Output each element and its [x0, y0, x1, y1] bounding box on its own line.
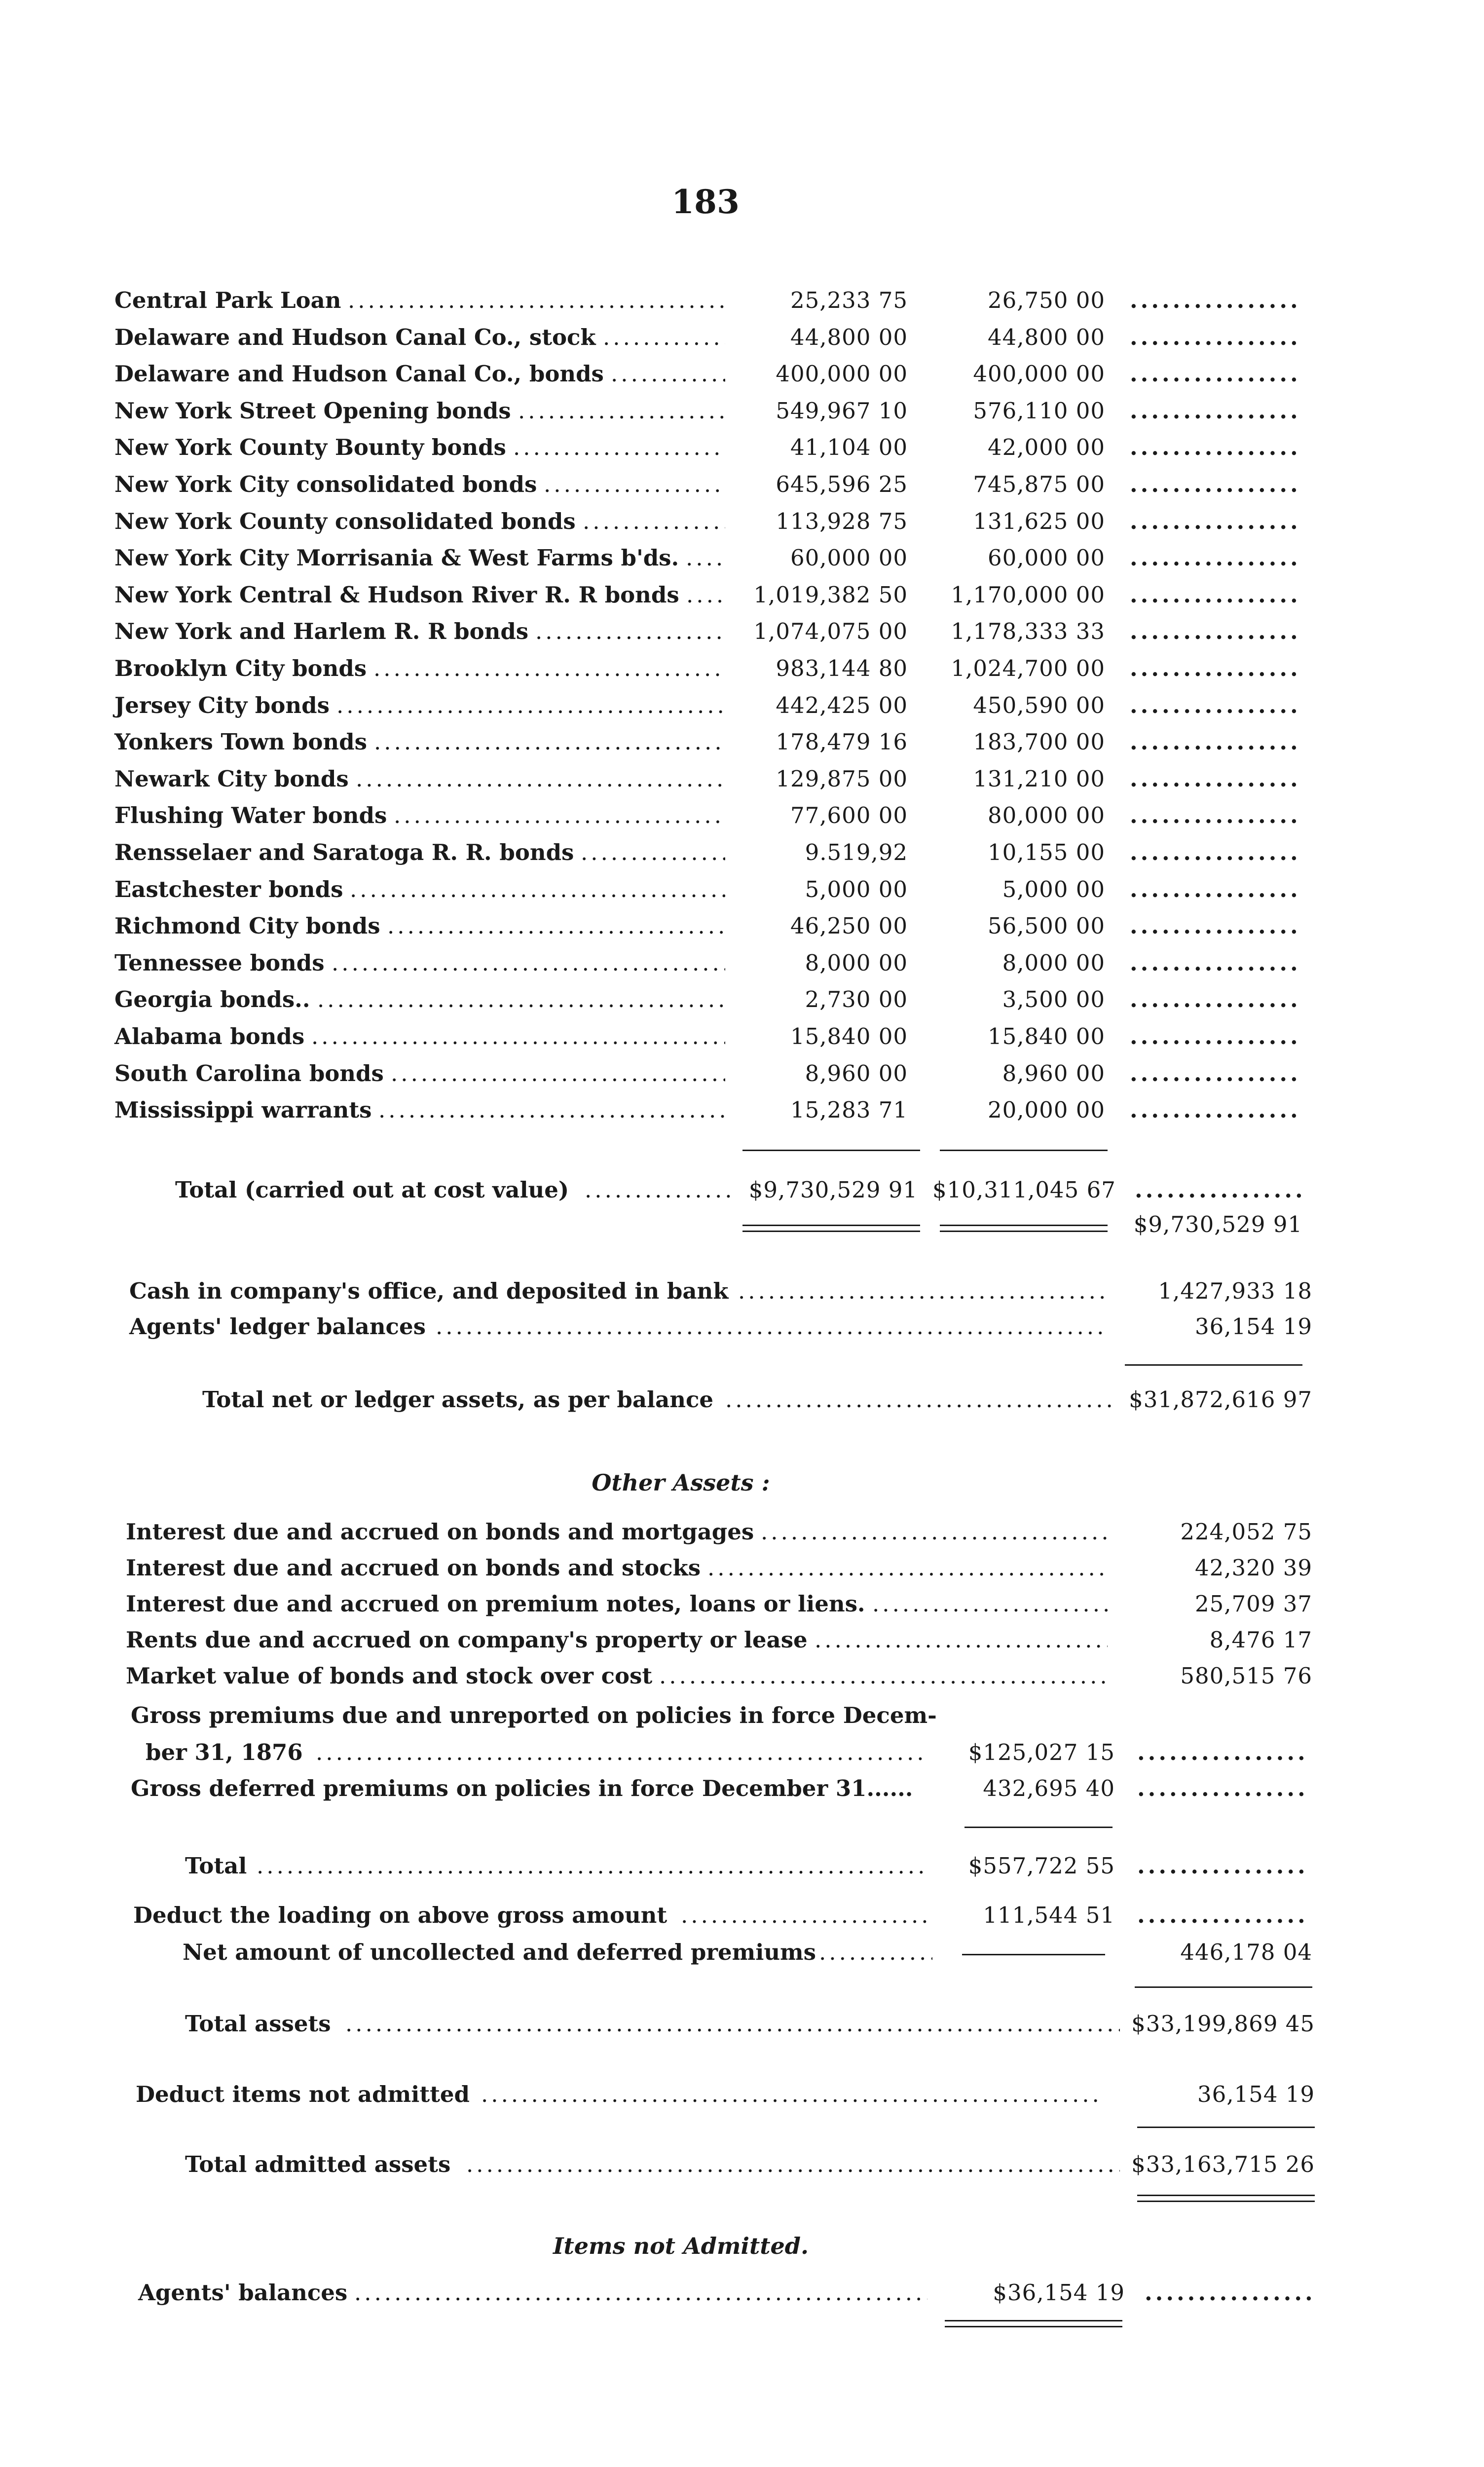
leader-dots — [1130, 508, 1298, 534]
leader-dots — [686, 582, 725, 608]
dash-rule — [962, 1954, 1105, 1955]
securities-carried-amount: $9,730,529 91 — [1133, 1211, 1302, 1237]
security-market-value: 745,875 00 — [973, 471, 1105, 497]
leader-dots — [738, 1278, 1105, 1304]
deduct-amount: 36,154 19 — [1197, 2081, 1315, 2107]
security-par-value: 15,283 71 — [790, 1097, 908, 1123]
total-assets-label: Total assets — [185, 2011, 331, 2037]
leader-dots — [1130, 986, 1298, 1012]
security-market-value: 183,700 00 — [973, 729, 1105, 755]
leader-dots — [659, 1663, 1108, 1689]
ledger-row — [0, 1313, 1322, 1348]
security-market-value: 131,210 00 — [973, 765, 1105, 792]
not-admitted-name: Agents' balances — [138, 2280, 348, 2306]
gross-due-amount: $125,027 15 — [968, 1739, 1115, 1765]
leader-dots — [336, 692, 725, 718]
loading-row — [0, 1902, 1322, 1937]
security-row — [0, 324, 1322, 359]
security-par-value: 8,000 00 — [805, 949, 908, 976]
security-par-value: 1,074,075 00 — [753, 618, 908, 645]
leader-dots — [1130, 434, 1298, 460]
leader-dots — [387, 913, 725, 939]
gross-due-row-1 — [0, 1702, 1322, 1737]
security-row — [0, 729, 1322, 763]
securities-total-market: $10,311,045 67 — [932, 1177, 1116, 1203]
leader-dots — [815, 1627, 1108, 1653]
other-asset-row — [0, 1663, 1322, 1697]
other-asset-amount: 42,320 39 — [1194, 1555, 1312, 1581]
leader-dots — [332, 950, 725, 976]
securities-total-row — [0, 1177, 1322, 1211]
leader-dots — [581, 839, 725, 865]
leader-dots — [1130, 1097, 1298, 1123]
security-row — [0, 398, 1322, 432]
leader-dots — [1130, 913, 1298, 939]
security-par-value: 5,000 00 — [805, 876, 908, 902]
leader-dots — [356, 766, 725, 792]
security-market-value: 80,000 00 — [987, 802, 1105, 829]
other-asset-row — [0, 1627, 1322, 1661]
leader-dots — [316, 1739, 928, 1765]
leader-dots — [1137, 1775, 1305, 1801]
leader-dots — [1130, 1023, 1298, 1049]
security-row — [0, 802, 1322, 837]
leader-dots — [761, 1519, 1108, 1545]
leader-dots — [1130, 950, 1298, 976]
not-admitted-amount: $36,154 19 — [993, 2280, 1125, 2306]
gross-due-label-1: Gross premiums due and unreported on policies in force Decem- — [131, 1702, 937, 1728]
security-market-value: 8,000 00 — [1002, 949, 1105, 976]
security-row — [0, 692, 1322, 727]
leader-dots — [317, 986, 725, 1012]
column-rule — [1135, 1986, 1312, 1988]
other-asset-name: Market value of bonds and stock over cost — [126, 1663, 653, 1689]
net-ledger-total-label: Total net or ledger assets, as per balance — [202, 1386, 714, 1413]
double-rule — [945, 2320, 1122, 2321]
security-market-value: 400,000 00 — [973, 361, 1105, 387]
security-par-value: 178,479 16 — [776, 729, 908, 755]
leader-dots — [348, 287, 725, 313]
security-market-value: 10,155 00 — [987, 839, 1105, 865]
leader-dots — [1130, 287, 1298, 313]
security-name: Richmond City bonds — [114, 913, 380, 939]
leader-dots — [1130, 729, 1298, 755]
gross-due-label-2: ber 31, 1876 — [146, 1739, 303, 1765]
leader-dots — [257, 1853, 928, 1879]
security-row — [0, 508, 1322, 543]
leader-dots — [603, 324, 725, 350]
security-par-value: 400,000 00 — [776, 361, 908, 387]
leader-dots — [1130, 876, 1298, 902]
security-name: Yonkers Town bonds — [114, 729, 367, 755]
ledger-amount: 36,154 19 — [1194, 1313, 1312, 1340]
security-par-value: 442,425 00 — [776, 692, 908, 718]
column-rule — [1137, 2127, 1315, 2128]
leader-dots — [311, 1023, 725, 1049]
security-name: New York Street Opening bonds — [114, 397, 511, 424]
total-admitted-row — [0, 2151, 1322, 2186]
security-name: Eastchester bonds — [114, 876, 343, 902]
double-rule — [1137, 2195, 1315, 2196]
security-par-value: 41,104 00 — [790, 434, 908, 461]
security-market-value: 60,000 00 — [987, 545, 1105, 571]
leader-dots — [1130, 618, 1298, 644]
security-par-value: 46,250 00 — [790, 913, 908, 939]
security-row — [0, 839, 1322, 874]
total-admitted-amount: $33,163,715 26 — [1131, 2151, 1315, 2177]
securities-carried-row — [0, 1211, 1322, 1246]
double-rule — [1137, 2201, 1315, 2202]
deduct-label: Deduct items not admitted — [136, 2081, 470, 2107]
security-name: Jersey City bonds — [114, 692, 330, 718]
column-rule — [965, 1827, 1113, 1828]
leader-dots — [725, 1386, 1115, 1413]
leader-dots — [1130, 802, 1298, 828]
security-market-value: 131,625 00 — [973, 508, 1105, 534]
security-par-value: 9.519,92 — [805, 839, 908, 865]
loading-amount: 111,544 51 — [983, 1902, 1115, 1928]
security-market-value: 5,000 00 — [1002, 876, 1105, 902]
security-name: New York City consolidated bonds — [114, 471, 537, 497]
security-name: Rensselaer and Saratoga R. R. bonds — [114, 839, 574, 865]
total-assets-row — [0, 2011, 1322, 2045]
security-name: Georgia bonds.. — [114, 986, 310, 1013]
security-name: Tennessee bonds — [114, 949, 325, 976]
security-market-value: 26,750 00 — [987, 287, 1105, 313]
leader-dots — [1137, 1902, 1305, 1928]
column-rule — [940, 1150, 1108, 1151]
items-not-admitted-heading: Items not Admitted. — [553, 2233, 809, 2259]
leader-dots — [1130, 582, 1298, 608]
deferred-label: Gross deferred premiums on policies in force December 31...... — [131, 1775, 913, 1801]
security-market-value: 3,500 00 — [1002, 986, 1105, 1013]
security-par-value: 8,960 00 — [805, 1060, 908, 1086]
security-par-value: 77,600 00 — [790, 802, 908, 829]
security-name: Central Park Loan — [114, 287, 341, 313]
security-name: Delaware and Hudson Canal Co., bonds — [114, 361, 604, 387]
security-row — [0, 1060, 1322, 1095]
security-name: New York County consolidated bonds — [114, 508, 576, 534]
other-asset-name: Interest due and accrued on bonds and stocks — [126, 1555, 701, 1581]
leader-dots — [436, 1313, 1105, 1340]
leader-dots — [1137, 1739, 1305, 1765]
security-row — [0, 471, 1322, 506]
security-name: Delaware and Hudson Canal Co., stock — [114, 324, 596, 350]
column-rule — [742, 1150, 920, 1151]
security-market-value: 56,500 00 — [987, 913, 1105, 939]
leader-dots — [872, 1591, 1108, 1617]
leader-dots — [373, 655, 725, 681]
deduct-row — [0, 2081, 1322, 2116]
leader-dots — [583, 508, 725, 534]
security-name: New York Central & Hudson River R. R bonds — [114, 581, 679, 608]
security-market-value: 1,170,000 00 — [951, 581, 1105, 608]
security-row — [0, 361, 1322, 395]
other-asset-amount: 8,476 17 — [1209, 1627, 1312, 1653]
leader-dots — [513, 434, 725, 460]
leader-dots — [466, 2151, 1120, 2177]
security-row — [0, 618, 1322, 653]
security-row — [0, 1023, 1322, 1058]
other-asset-amount: 580,515 76 — [1180, 1663, 1312, 1689]
other-asset-row — [0, 1591, 1322, 1625]
security-market-value: 1,178,333 33 — [951, 618, 1105, 645]
double-rule — [945, 2326, 1122, 2327]
other-assets-heading: Other Assets : — [592, 1469, 770, 1496]
leader-dots — [611, 361, 725, 387]
ledger-name: Agents' ledger balances — [129, 1313, 426, 1340]
security-par-value: 129,875 00 — [776, 765, 908, 792]
ledger-name: Cash in company's office, and deposited in bank — [129, 1278, 729, 1304]
other-asset-amount: 25,709 37 — [1194, 1591, 1312, 1617]
security-par-value: 25,233 75 — [790, 287, 908, 313]
leader-dots — [535, 618, 725, 644]
security-row — [0, 655, 1322, 690]
net-ledger-total-amount: $31,872,616 97 — [1129, 1386, 1312, 1413]
securities-total-par: $9,730,529 91 — [748, 1177, 918, 1203]
security-row — [0, 986, 1322, 1021]
other-asset-name: Rents due and accrued on company's property or lease — [126, 1627, 808, 1653]
leader-dots — [1130, 361, 1298, 387]
ledger-amount: 1,427,933 18 — [1158, 1278, 1312, 1304]
security-name: Alabama bonds — [114, 1023, 305, 1049]
leader-dots — [374, 729, 725, 755]
security-par-value: 645,596 25 — [776, 471, 908, 497]
leader-dots — [1130, 692, 1298, 718]
security-market-value: 42,000 00 — [987, 434, 1105, 461]
security-row — [0, 1097, 1322, 1131]
leader-dots — [585, 1177, 733, 1203]
security-par-value: 983,144 80 — [776, 655, 908, 681]
security-name: Flushing Water bonds — [114, 802, 387, 829]
leader-dots — [819, 1939, 932, 1965]
total-assets-amount: $33,199,869 45 — [1131, 2011, 1315, 2037]
page-number: 183 — [671, 183, 740, 221]
security-market-value: 8,960 00 — [1002, 1060, 1105, 1086]
gross-due-row-2 — [0, 1739, 1322, 1774]
leader-dots — [1145, 2280, 1312, 2306]
security-name: Newark City bonds — [114, 765, 349, 792]
security-row — [0, 913, 1322, 947]
security-name: Mississippi warrants — [114, 1097, 372, 1123]
security-name: New York County Bounty bonds — [114, 434, 506, 461]
other-asset-row — [0, 1555, 1322, 1589]
net-premium-label: Net amount of uncollected and deferred premiums — [183, 1939, 816, 1965]
leader-dots — [391, 1060, 725, 1086]
not-admitted-row — [0, 2280, 1322, 2314]
security-market-value: 15,840 00 — [987, 1023, 1105, 1049]
leader-dots — [1137, 1853, 1305, 1879]
net-premium-amount: 446,178 04 — [1180, 1939, 1312, 1965]
security-name: South Carolina bonds — [114, 1060, 384, 1086]
leader-dots — [1130, 324, 1298, 350]
net-ledger-total-row — [0, 1386, 1322, 1421]
security-par-value: 1,019,382 50 — [753, 581, 908, 608]
security-par-value: 15,840 00 — [790, 1023, 908, 1049]
ledger-row — [0, 1278, 1322, 1312]
leader-dots — [354, 2280, 928, 2306]
leader-dots — [686, 545, 725, 571]
leader-dots — [1130, 839, 1298, 865]
leader-dots — [1130, 398, 1298, 424]
security-name: Brooklyn City bonds — [114, 655, 367, 681]
security-par-value: 2,730 00 — [805, 986, 908, 1013]
deferred-row — [0, 1775, 1322, 1810]
security-row — [0, 766, 1322, 800]
security-market-value: 44,800 00 — [987, 324, 1105, 350]
security-row — [0, 545, 1322, 579]
security-row — [0, 876, 1322, 911]
security-par-value: 60,000 00 — [790, 545, 908, 571]
premium-total-row — [0, 1853, 1322, 1887]
security-row — [0, 434, 1322, 469]
deferred-amount: 432,695 40 — [983, 1775, 1115, 1801]
leader-dots — [1130, 471, 1298, 497]
security-par-value: 113,928 75 — [776, 508, 908, 534]
leader-dots — [1135, 1177, 1302, 1203]
security-row — [0, 950, 1322, 984]
leader-dots — [345, 2011, 1120, 2037]
other-asset-name: Interest due and accrued on bonds and mortgages — [126, 1519, 754, 1545]
leader-dots — [1130, 655, 1298, 681]
leader-dots — [544, 471, 725, 497]
loading-label: Deduct the loading on above gross amount — [133, 1902, 668, 1928]
security-market-value: 1,024,700 00 — [951, 655, 1105, 681]
security-market-value: 450,590 00 — [973, 692, 1105, 718]
leader-dots — [378, 1097, 725, 1123]
leader-dots — [350, 876, 725, 902]
security-name: New York and Harlem R. R bonds — [114, 618, 529, 645]
premium-total-label: Total — [185, 1853, 247, 1879]
other-asset-amount: 224,052 75 — [1180, 1519, 1312, 1545]
securities-total-label: Total (carried out at cost value) — [175, 1177, 569, 1203]
column-rule — [1125, 1364, 1302, 1366]
leader-dots — [707, 1555, 1108, 1581]
other-asset-name: Interest due and accrued on premium notes, loans or liens. — [126, 1591, 865, 1617]
security-par-value: 549,967 10 — [776, 397, 908, 424]
net-premium-row — [0, 1939, 1322, 1974]
leader-dots — [394, 802, 725, 828]
leader-dots — [518, 398, 725, 424]
leader-dots — [481, 2081, 1103, 2107]
leader-dots — [1130, 1060, 1298, 1086]
leader-dots — [1130, 545, 1298, 571]
security-market-value: 576,110 00 — [973, 397, 1105, 424]
security-row — [0, 582, 1322, 616]
total-admitted-label: Total admitted assets — [185, 2151, 451, 2177]
security-row — [0, 287, 1322, 322]
security-market-value: 20,000 00 — [987, 1097, 1105, 1123]
security-par-value: 44,800 00 — [790, 324, 908, 350]
leader-dots — [1130, 766, 1298, 792]
premium-total-amount: $557,722 55 — [968, 1853, 1115, 1879]
security-name: New York City Morrisania & West Farms b'ds. — [114, 545, 679, 571]
leader-dots — [681, 1902, 928, 1928]
other-asset-row — [0, 1519, 1322, 1553]
